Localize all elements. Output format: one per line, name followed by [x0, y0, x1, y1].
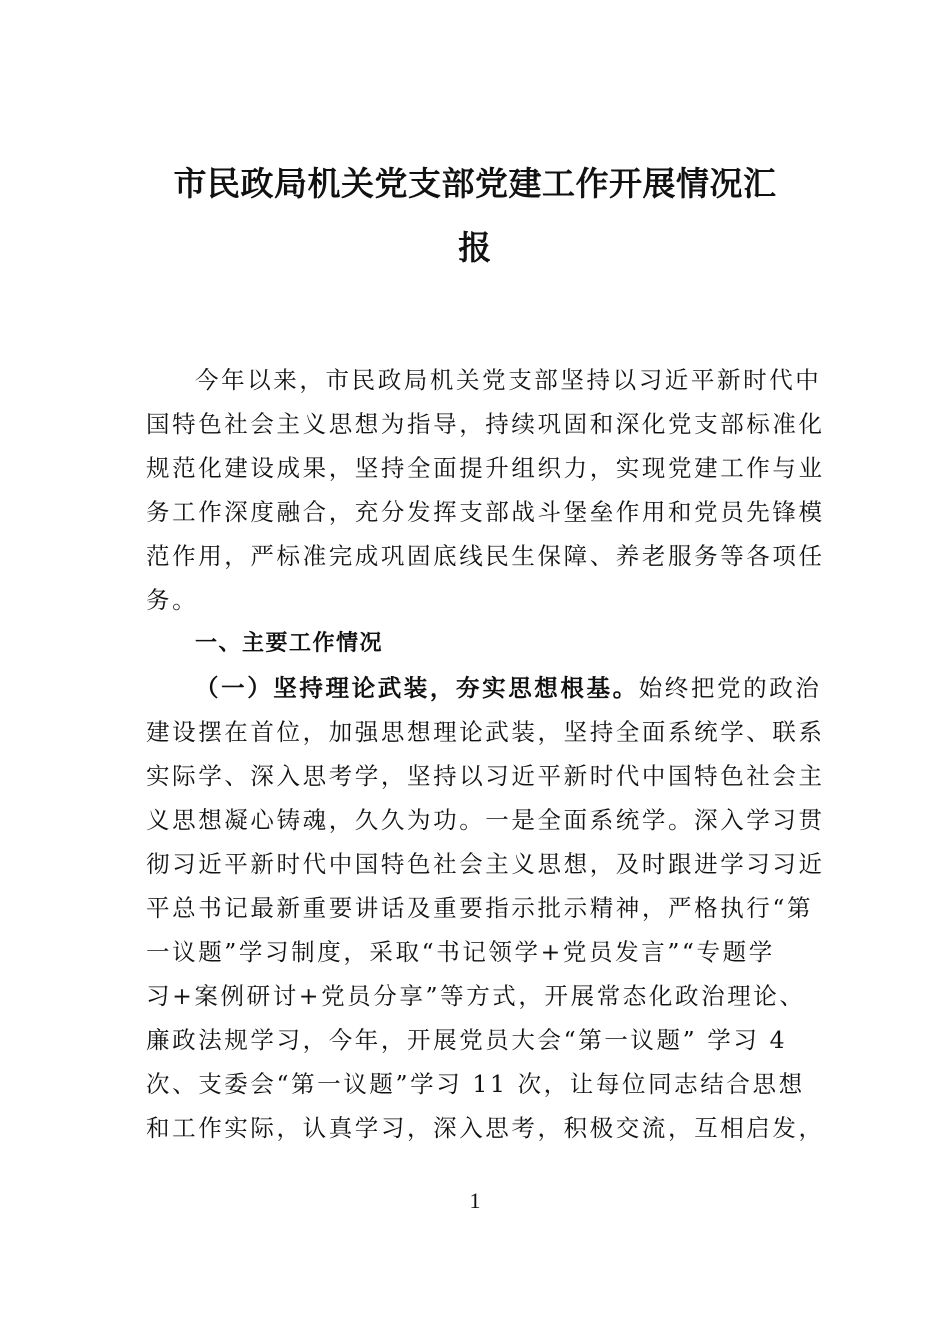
intro-line: 国特色社会主义思想为指导，持续巩固和深化党支部标准化	[146, 410, 825, 438]
subsection-line: 义思想凝心铸魂，久久为功。一是全面系统学。深入学习贯	[146, 806, 825, 834]
intro-line: 范作用，严标准完成巩固底线民生保障、养老服务等各项任	[146, 542, 825, 570]
subsection-line: 建设摆在首位，加强思想理论武装，坚持全面系统学、联系	[146, 718, 825, 746]
subsection-line: 和工作实际，认真学习，深入思考，积极交流，互相启发，	[146, 1114, 825, 1142]
subsection-first-line	[146, 666, 822, 710]
document-title-line-2: 报	[458, 228, 492, 267]
subsection-line: 实际学、深入思考学，坚持以习近平新时代中国特色社会主	[146, 762, 825, 790]
document-body	[146, 358, 825, 1150]
subsection-line: 廉政法规学习，今年，开展党员大会“第一议题” 学习 4	[146, 1026, 788, 1054]
subsection-line: 平总书记最新重要讲话及重要指示批示精神，严格执行“第	[146, 894, 814, 922]
page-number: 1	[469, 1188, 481, 1213]
intro-line: 务。	[146, 586, 199, 614]
subsection-first-line-rest: 始终把党的政治	[638, 674, 822, 702]
section-heading: 一、主要工作情况	[195, 631, 384, 656]
document-title-line-1: 市民政局机关党支部党建工作开展情况汇	[173, 164, 777, 203]
subsection-line: 彻习近平新时代中国特色社会主义思想，及时跟进学习习近	[146, 850, 825, 878]
subsection-line: 一议题”学习制度，采取“书记领学+党员发言”“专题学	[146, 938, 775, 966]
intro-line: 今年以来，市民政局机关党支部坚持以习近平新时代中	[195, 366, 822, 394]
subsection-lead: （一）坚持理论武装，夯实思想根基。	[195, 674, 639, 702]
intro-line: 规范化建设成果，坚持全面提升组织力，实现党建工作与业	[146, 454, 825, 482]
subsection-line: 习+案例研讨+党员分享”等方式，开展常态化政治理论、	[146, 982, 806, 1010]
intro-line: 务工作深度融合，充分发挥支部战斗堡垒作用和党员先锋模	[146, 498, 825, 526]
subsection-line: 次、支委会“第一议题”学习 11 次，让每位同志结合思想	[146, 1070, 805, 1098]
